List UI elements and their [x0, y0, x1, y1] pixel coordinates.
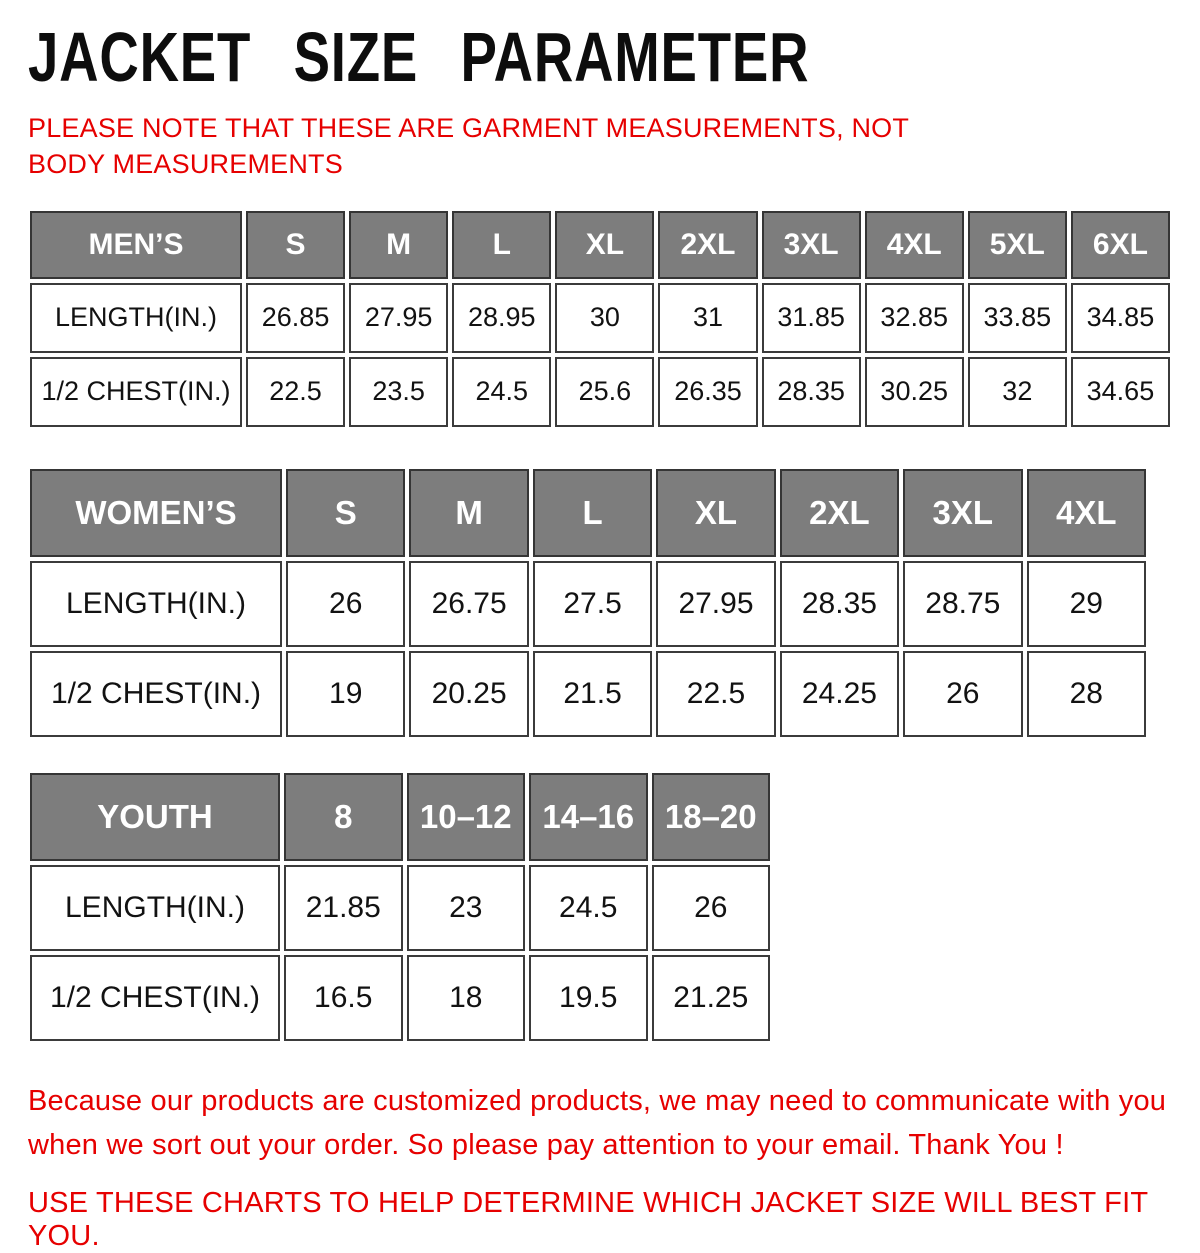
size-header-cell: 2XL — [658, 211, 757, 279]
size-header-cell: L — [452, 211, 551, 279]
womens-table-title-cell: WOMEN’S — [30, 469, 282, 557]
row-label-cell: 1/2 CHEST(IN.) — [30, 955, 280, 1041]
value-cell: 31.85 — [762, 283, 861, 353]
value-cell: 19 — [286, 651, 405, 737]
size-header-cell: 2XL — [780, 469, 899, 557]
womens-chest-row — [30, 651, 1146, 737]
youth-header-row — [30, 773, 770, 861]
size-header-cell: M — [409, 469, 528, 557]
size-header-cell: 5XL — [968, 211, 1067, 279]
mens-header-row — [30, 211, 1170, 279]
customization-notice — [28, 1079, 1174, 1167]
value-cell: 32.85 — [865, 283, 964, 353]
value-cell: 29 — [1027, 561, 1146, 647]
mens-length-row — [30, 283, 1170, 353]
size-header-cell: 18–20 — [652, 773, 771, 861]
size-header-cell: XL — [555, 211, 654, 279]
row-label-cell: LENGTH(IN.) — [30, 283, 242, 353]
value-cell: 26 — [903, 651, 1022, 737]
size-header-cell: 14–16 — [529, 773, 648, 861]
size-header-cell: 4XL — [865, 211, 964, 279]
value-cell: 34.85 — [1071, 283, 1170, 353]
row-label-cell: 1/2 CHEST(IN.) — [30, 651, 282, 737]
value-cell: 32 — [968, 357, 1067, 427]
row-label-cell: LENGTH(IN.) — [30, 865, 280, 951]
value-cell: 27.95 — [656, 561, 775, 647]
value-cell: 26.85 — [246, 283, 345, 353]
value-cell: 28 — [1027, 651, 1146, 737]
size-header-cell: 3XL — [762, 211, 861, 279]
youth-length-row — [30, 865, 770, 951]
size-header-cell: S — [246, 211, 345, 279]
womens-length-row — [30, 561, 1146, 647]
value-cell: 20.25 — [409, 651, 528, 737]
value-cell: 28.35 — [780, 561, 899, 647]
value-cell: 21.25 — [652, 955, 771, 1041]
mens-table-title-cell: MEN’S — [30, 211, 242, 279]
mens-chest-row — [30, 357, 1170, 427]
value-cell: 28.35 — [762, 357, 861, 427]
size-header-cell: L — [533, 469, 652, 557]
value-cell: 18 — [407, 955, 526, 1041]
value-cell: 26.75 — [409, 561, 528, 647]
value-cell: 23.5 — [349, 357, 448, 427]
value-cell: 22.5 — [246, 357, 345, 427]
garment-measurement-note: PLEASE NOTE THAT THESE ARE GARMENT MEASUREMENTS, NOT BODY MEASUREMENTS — [28, 113, 909, 180]
value-cell: 27.5 — [533, 561, 652, 647]
value-cell: 25.6 — [555, 357, 654, 427]
value-cell: 24.5 — [452, 357, 551, 427]
size-header-cell: 4XL — [1027, 469, 1146, 557]
size-header-cell: 6XL — [1071, 211, 1170, 279]
value-cell: 21.5 — [533, 651, 652, 737]
size-header-cell: XL — [656, 469, 775, 557]
value-cell: 26 — [286, 561, 405, 647]
customization-notice-line: when we sort out your order. So please pay attention to your email. Thank You ! — [28, 1128, 1064, 1161]
value-cell: 26.35 — [658, 357, 757, 427]
value-cell: 33.85 — [968, 283, 1067, 353]
customization-notice-line: Because our products are customized products, we may need to communicate with you — [28, 1084, 1167, 1117]
value-cell: 21.85 — [284, 865, 403, 951]
size-header-cell: 3XL — [903, 469, 1022, 557]
page-title: JACKET SIZE PARAMETER — [28, 18, 810, 96]
value-cell: 16.5 — [284, 955, 403, 1041]
size-header-cell: 8 — [284, 773, 403, 861]
size-header-cell: M — [349, 211, 448, 279]
value-cell: 22.5 — [656, 651, 775, 737]
row-label-cell: LENGTH(IN.) — [30, 561, 282, 647]
youth-table-title-cell: YOUTH — [30, 773, 280, 861]
value-cell: 28.95 — [452, 283, 551, 353]
size-header-cell: 10–12 — [407, 773, 526, 861]
mens-size-table — [26, 207, 1174, 431]
value-cell: 30.25 — [865, 357, 964, 427]
value-cell: 19.5 — [529, 955, 648, 1041]
value-cell: 30 — [555, 283, 654, 353]
youth-size-table — [26, 769, 774, 1045]
value-cell: 23 — [407, 865, 526, 951]
womens-size-table — [26, 465, 1150, 741]
size-header-cell: S — [286, 469, 405, 557]
row-label-cell: 1/2 CHEST(IN.) — [30, 357, 242, 427]
womens-header-row — [30, 469, 1146, 557]
value-cell: 24.5 — [529, 865, 648, 951]
fit-guidance-note: USE THESE CHARTS TO HELP DETERMINE WHICH JACKET SIZE WILL BEST FIT YOU. — [28, 1187, 1148, 1253]
youth-chest-row — [30, 955, 770, 1041]
value-cell: 34.65 — [1071, 357, 1170, 427]
value-cell: 31 — [658, 283, 757, 353]
value-cell: 27.95 — [349, 283, 448, 353]
value-cell: 24.25 — [780, 651, 899, 737]
value-cell: 26 — [652, 865, 771, 951]
value-cell: 28.75 — [903, 561, 1022, 647]
